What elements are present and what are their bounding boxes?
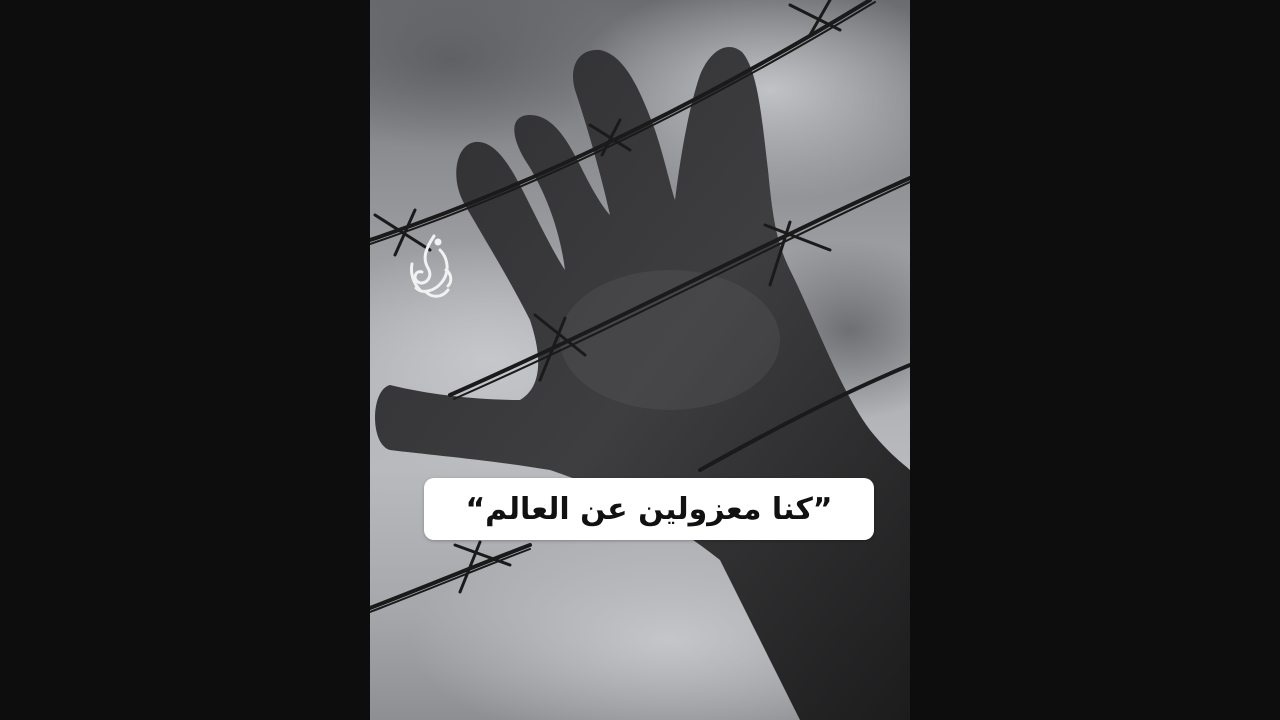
hand-barbed-wire-scene — [370, 0, 910, 720]
video-frame[interactable] — [370, 0, 910, 720]
caption-box — [424, 478, 874, 540]
caption-text: ”كنا معزولين عن العالم“ — [465, 491, 833, 527]
al-jazeera-logo-icon — [404, 228, 460, 308]
